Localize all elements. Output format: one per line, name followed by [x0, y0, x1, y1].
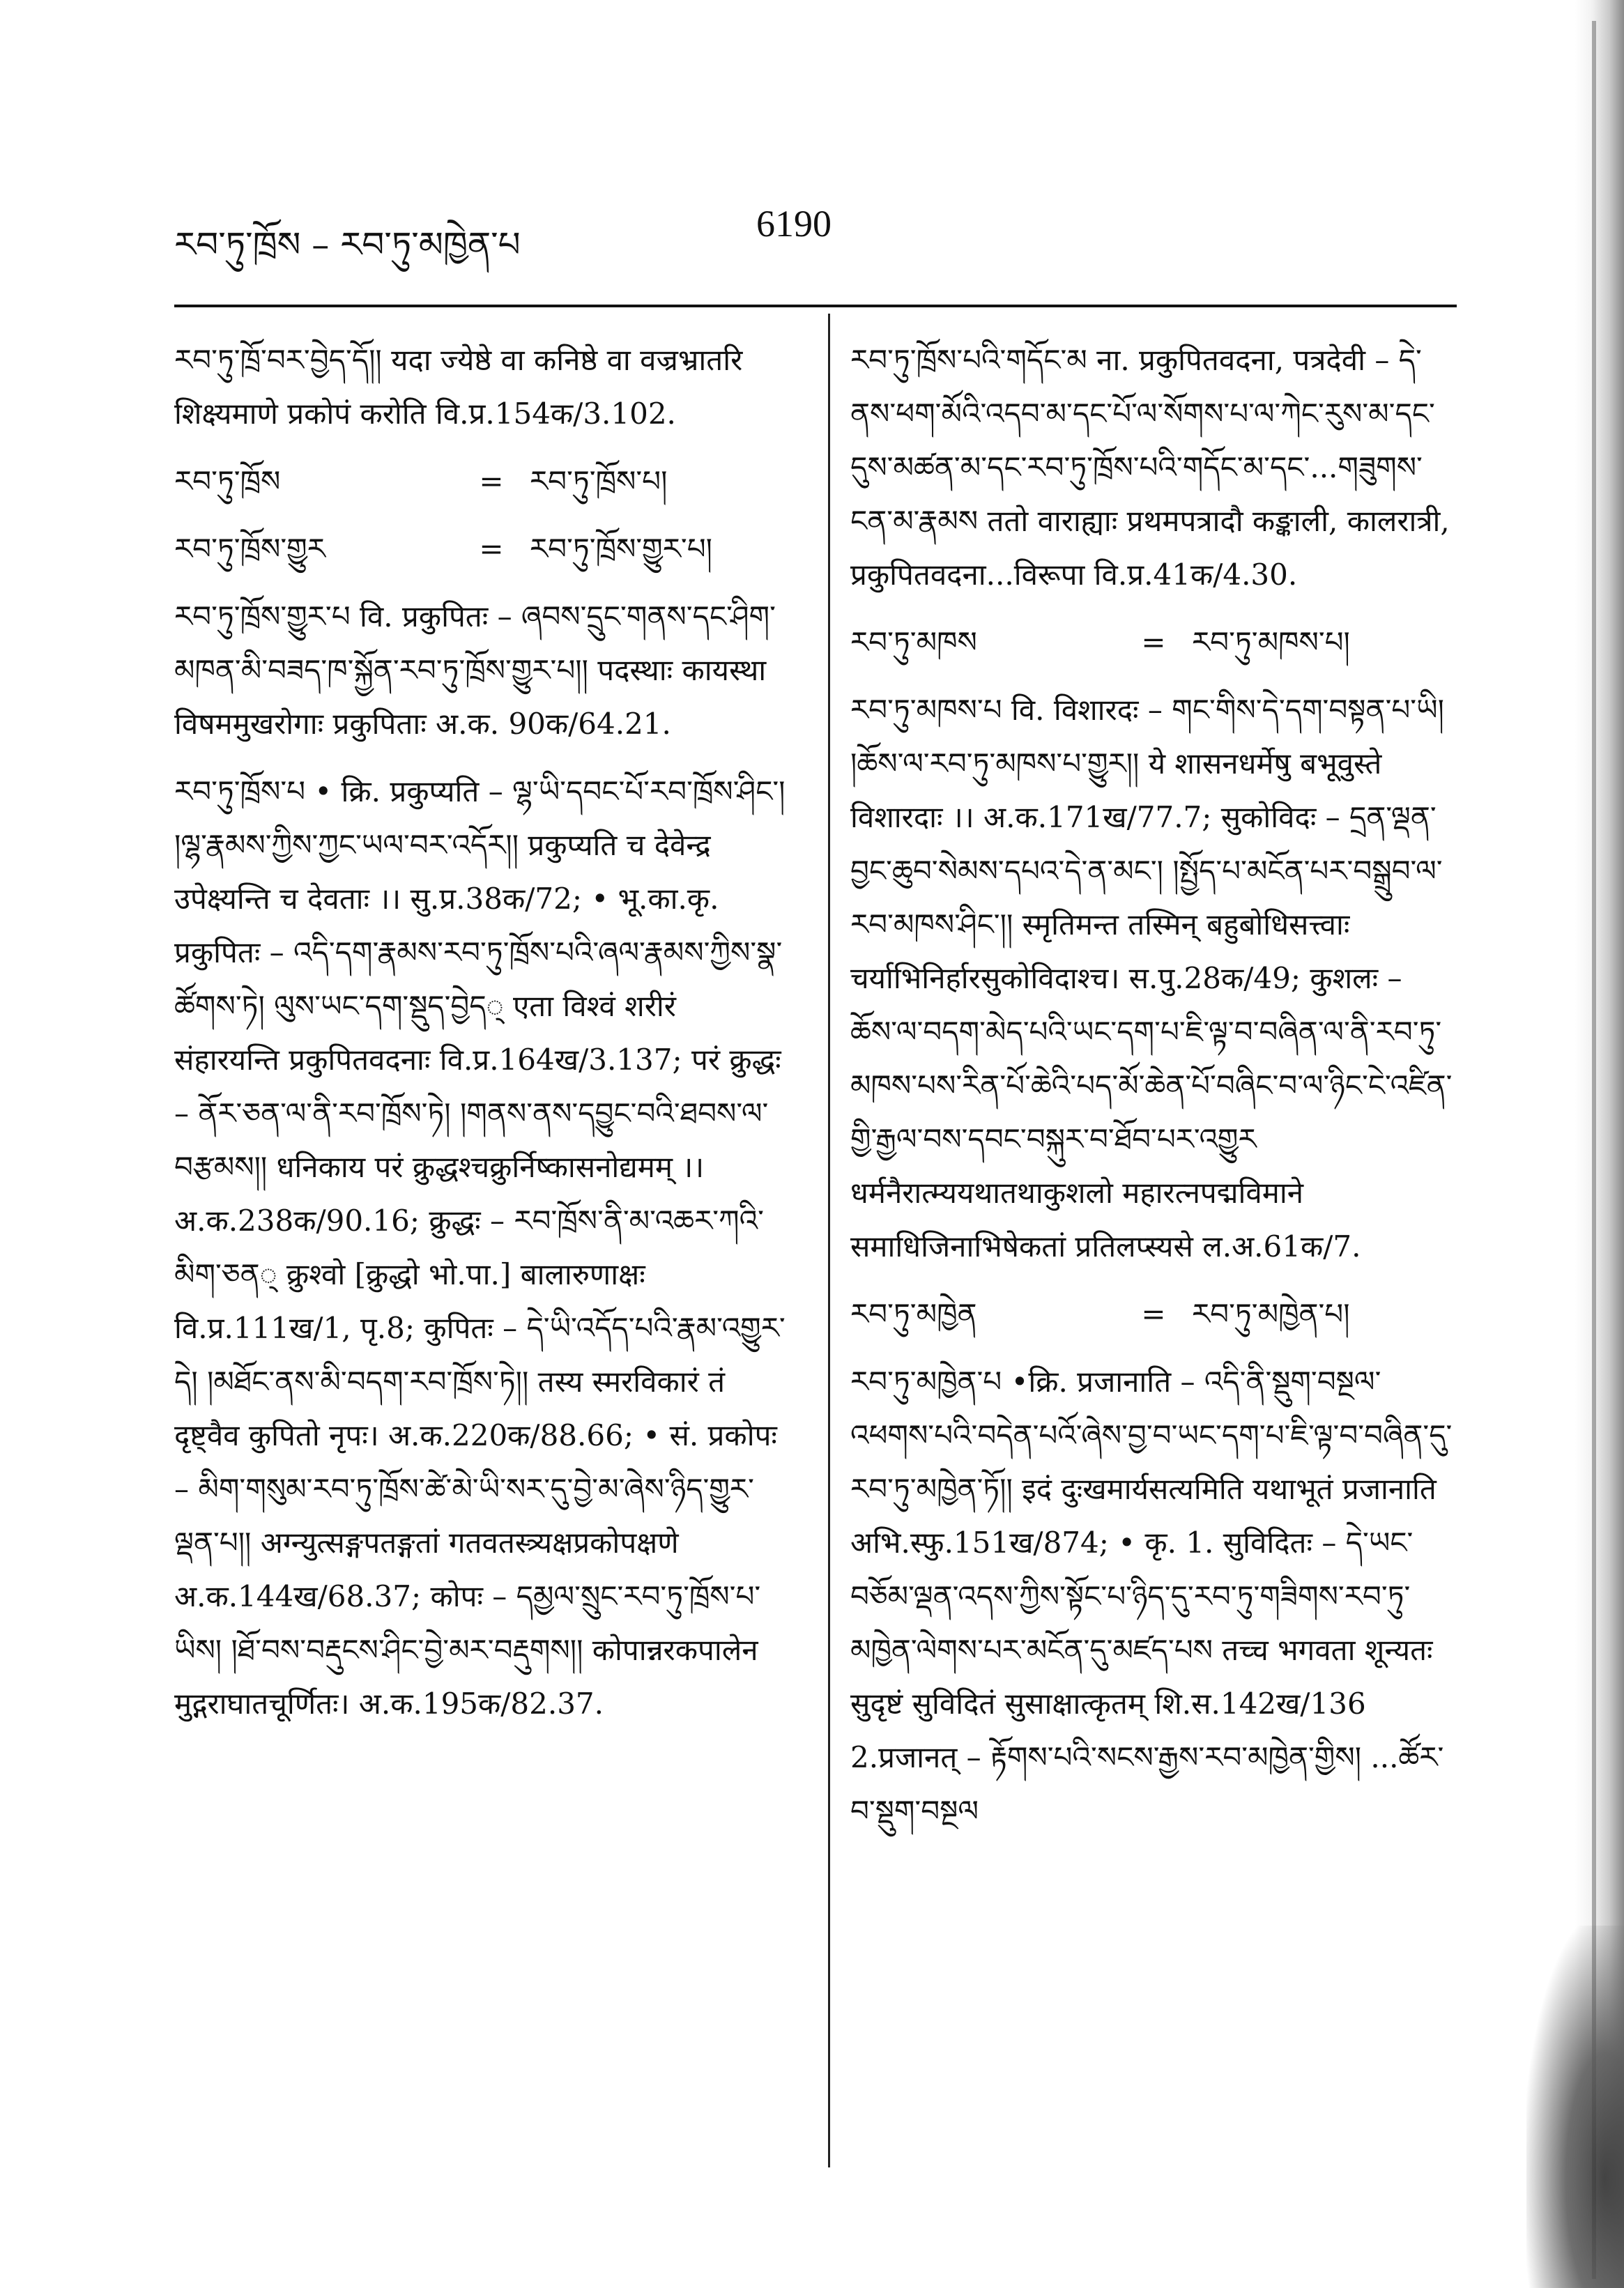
dictionary-entry: [174, 590, 788, 751]
entry-text: རབ་ཏུ་ཁྲོས་གྱུར་པ वि. प्रकुपितः – ཞབས་དྲུང་གནས་དང་ཤིག་མཁན་མི་བཟད་ཁ་སྐྱོན་རབ་ཏུ་ཁྲོས་གྱུར་པ།། पदस्थाः कायस्था विषममुखरोगाः प्रकुपिताः अ.क. 90क/64.21.: [174, 599, 776, 741]
xref-equals: =: [479, 464, 504, 498]
xref-headword: རབ་ཏུ་ཁྲོས: [174, 464, 281, 498]
xref-target: རབ་ཏུ་ཁྲོས་གྱུར་པ།: [530, 532, 712, 566]
cross-reference: [850, 1287, 1457, 1341]
xref-equals: =: [1141, 625, 1166, 659]
entry-text: རབ་ཏུ་མཁྱེན་པ •क्रि. प्रजानाति – འདི་ནི་སྡུག་བསྔལ་འཕགས་པའི་བདེན་པའོ་ཞེས་བྱ་བ་ཡང་དག་པ་ཇི་ལྟ་བ་བཞིན་དུ་རབ་ཏུ་མཁྱེན་ཏོ།། इदं दुःखमार्यसत्यमिति यथाभूतं प्रजानाति अभि.स्फु.151ख/874; • कृ. 1. सुविदितः – དེ་ཡང་བཅོམ་ལྡན་འདས་ཀྱིས་སྟོང་པ་ཉིད་དུ་རབ་ཏུ་གཟིགས་རབ་ཏུ་མཁྱེན་ལེགས་པར་མངོན་དུ་མཛད་པས तच्च भगवता शून्यतः सुदृष्टं सुविदितं सुसाक्षात्कृतम् शि.स.142ख/136 2.प्रजानत् – རྟོགས་པའི་སངས་རྒྱས་རབ་མཁྱེན་གྱིས། ...ཚོར་བ་སྡུག་བསྔལ: [850, 1365, 1453, 1828]
cross-reference: [174, 522, 788, 576]
dictionary-entry: [850, 333, 1457, 601]
xref-target: རབ་ཏུ་ཁྲོས་པ།: [530, 464, 668, 498]
page-number: 6190: [756, 203, 832, 245]
xref-headword: རབ་ཏུ་མཁྱེན: [850, 1297, 977, 1331]
header-rule: [174, 305, 1457, 307]
entry-text: རབ་ཏུ་ཁྲོས་པའི་གདོང་མ ना. प्रकुपितवदना, पत्रदेवी – དེ་ནས་ཕག་མོའི་འདབ་མ་དང་པོ་ལ་སོགས་པ་ལ་ཀེང་རུས་མ་དང་དུས་མཚན་མ་དང་རབ་ཏུ་ཁྲོས་པའི་གདོང་མ་དང་...གཟུགས་ངན་མ་རྣམས ततो वाराह्याः प्रथमपत्रादौ कङ्काली, कालरात्री, प्रकुपितवदना...विरूपा वि.प्र.41क/4.30.: [850, 343, 1450, 592]
xref-target: རབ་ཏུ་མཁས་པ།: [1192, 625, 1350, 659]
entry-text: རབ་ཏུ་ཁྲོས་པ • क्रि. प्रकुप्यति – ལྷ་ཡི་དབང་པོ་རབ་ཁྲོས་ཤིང་། །ལྷ་རྣམས་ཀྱིས་ཀྱང་ཡལ་བར་འདོར།། प्रकुप्यति च देवेन्द्र उपेक्ष्यन्ति च देवताः ।। सु.प्र.38क/72; • भू.का.कृ. प्रकुपितः – འདི་དག་རྣམས་རབ་ཏུ་ཁྲོས་པའི་ཞལ་རྣམས་ཀྱིས་སྣ་ཚོགས་ཏེ། ལུས་ཡང་དག་སྡུད་བྱེད् एता विश्वं शरीरं संहारयन्ति प्रकुपितवदनाः वि.प्र.164ख/3.137; परं क्रुद्धः – ནོར་ཅན་ལ་ནི་རབ་ཁྲོས་ཏེ། །གནས་ནས་དབྱུང་བའི་ཐབས་ལ་བརྩམས།། धनिकाय परं क्रुद्धश्चक्रुर्निष्कासनोद्यमम् ।। अ.क.238क/90.16; क्रुद्धः – རབ་ཁྲོས་ནི་མ་འཆར་ཀའི་མིག་ཅན् क्रुश्वो [क्रुद्धो भो.पा.] बालारुणाक्षः वि.प्र.111ख/1, पृ.8; कुपितः – དེ་ཡི་འདོད་པའི་རྣམ་འགྱུར་དེ། །མཐོང་ནས་མི་བདག་རབ་ཁྲོས་ཏེ།། तस्य स्मरविकारं तं दृष्ट्वैव कुपितो नृपः। अ.क.220क/88.66; • सं. प्रकोपः – མིག་གསུམ་རབ་ཏུ་ཁྲོས་ཚེ་མེ་ཡི་སར་དུ་བྱེ་མ་ཞེས་ཉིད་གྱུར་ལྡན་པ།། अग्न्युत्सङ्गपतङ्गतां गतवतस्त्र्यक्षप्रकोपक्षणे अ.क.144ख/68.37; कोपः – དམྱལ་སྲུང་རབ་ཏུ་ཁྲོས་པ་ཡིས། །ཐོ་བས་བརྡུངས་ཤིང་བྱེ་མར་བརྡུགས།། कोपान्नरकपालेन मुद्गराघातचूर्णितः। अ.क.195क/82.37.: [174, 774, 786, 1721]
cross-reference: [174, 454, 788, 508]
xref-equals: =: [1141, 1297, 1166, 1331]
xref-target: རབ་ཏུ་མཁྱེན་པ།: [1192, 1297, 1350, 1331]
dictionary-entry: [174, 333, 788, 440]
column-divider: [828, 314, 830, 2167]
xref-headword: རབ་ཏུ་ཁྲོས་གྱུར: [174, 532, 325, 566]
xref-headword: རབ་ཏུ་མཁས: [850, 625, 977, 659]
scan-edge-blot: [1526, 1926, 1624, 2288]
entry-text: རབ་ཏུ་མཁས་པ वि. विशारदः – གང་གིས་དེ་དག་བསྟན་པ་ཡི། །ཆོས་ལ་རབ་ཏུ་མཁས་པ་གྱུར།། ये शासनधर्मेषु बभूवुस्ते विशारदाः ।। अ.क.171ख/77.7; सुकोविदः – དྲན་ལྡན་བྱང་ཆུབ་སེམས་དཔའ་དེ་ན་མང་། །སྤྱོད་པ་མངོན་པར་བསྒྲུབ་ལ་རབ་མཁས་ཤིང་།། स्मृतिमन्त तस्मिन् बहुबोधिसत्त्वाः चर्याभिनिर्हारसुकोविदाश्च। स.पु.28क/49; कुशलः – ཆོས་ལ་བདག་མེད་པའི་ཡང་དག་པ་ཇི་ལྟ་བ་བཞིན་ལ་ནི་རབ་ཏུ་མཁས་པས་རིན་པོ་ཆེའི་པད་མོ་ཆེན་པོ་བཞིང་བ་ལ་ཉིང་ངེ་འཛིན་གྱི་རྒྱལ་བས་དབང་བསྐུར་བ་ཐོབ་པར་འགྱུར धर्मनैरात्म्ययथातथाकुशलो महारत्नपद्मविमाने समाधिजिनाभिषेकतां प्रतिलप्स्यसे ल.अ.61क/7.: [850, 693, 1453, 1264]
running-head: རབ་ཏུ་ཁྲོས – རབ་ཏུ་མཁྱེན་པ: [174, 224, 521, 265]
entry-text: རབ་ཏུ་ཁྲོ་བར་བྱེད་དོ།། यदा ज्येष्ठे वा कनिष्ठे वा वज्रभ्रातरि शिक्ष्यमाणे प्रकोपं करोति वि.प्र.154क/3.102.: [174, 343, 743, 431]
right-column: [850, 333, 1457, 1852]
dictionary-entry: [850, 1355, 1457, 1838]
cross-reference: [850, 615, 1457, 669]
xref-equals: =: [479, 532, 504, 566]
dictionary-entry: [174, 765, 788, 1730]
dictionary-entry: [850, 683, 1457, 1273]
left-column: [174, 333, 788, 1744]
